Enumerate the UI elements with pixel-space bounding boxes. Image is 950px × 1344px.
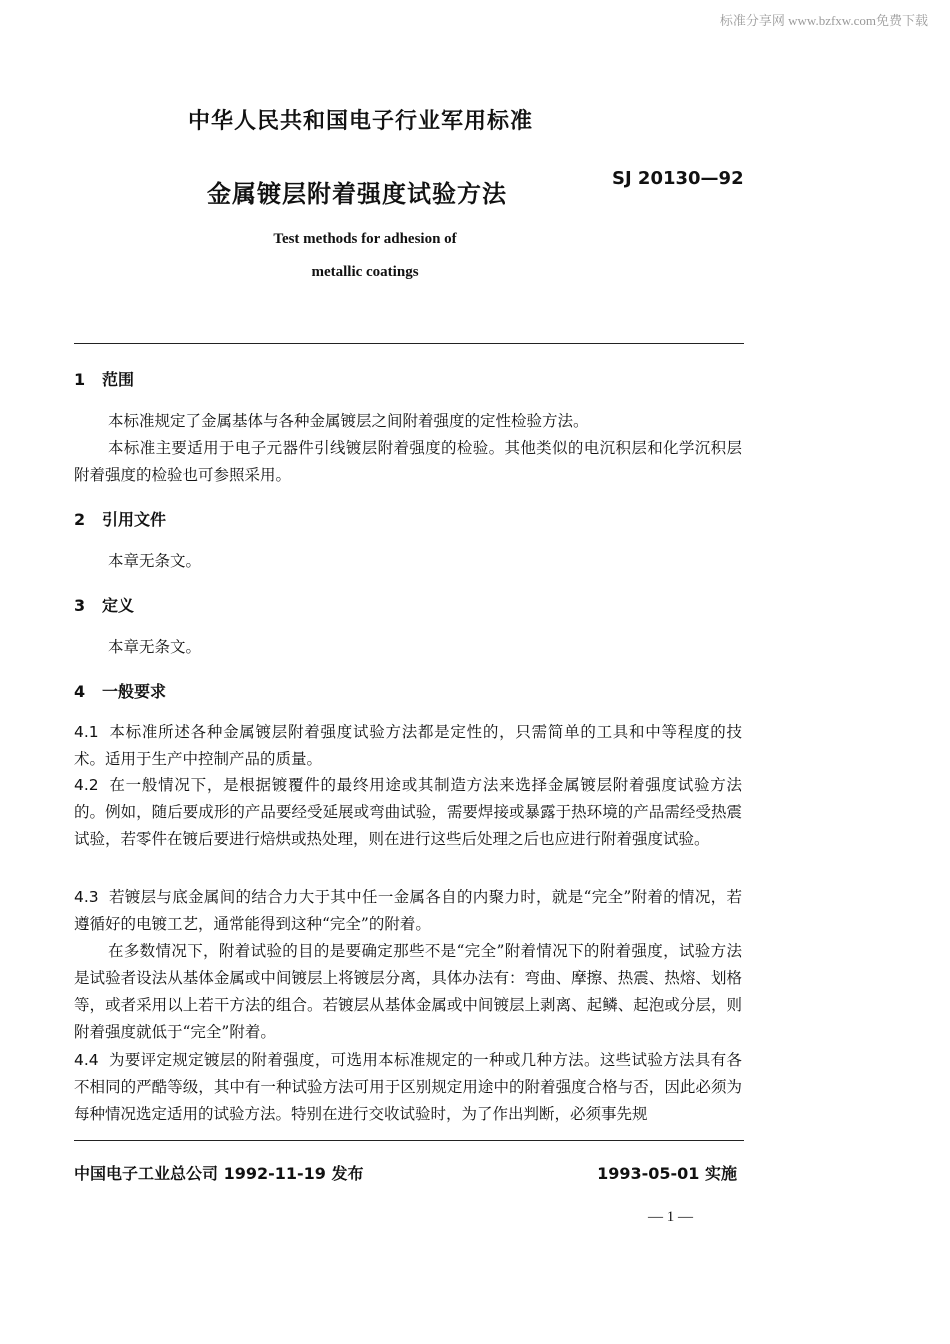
- section-3-heading: [74, 593, 134, 616]
- section-number: 3: [74, 596, 86, 615]
- section-1-para-2: 本标准主要适用于电子元器件引线镀层附着强度的检验。其他类似的电沉积层和化学沉积层附着强度的检验也可参照采用。: [74, 439, 742, 484]
- standard-org: 中华人民共和国电子行业军用标准: [188, 109, 534, 134]
- section-number: 4: [74, 682, 86, 701]
- clause-4-2: [74, 772, 742, 853]
- clause-text: 在一般情况下，是根据镀覆件的最终用途或其制造方法来选择金属镀层附着强度试验方法的。例如，随后要成形的产品要经受延展或弯曲试验，需要焊接或暴露于热环境的产品需经受热震试验，若零件在镀后要进行焙烘或热处理，则在进行这些后处理之后也应进行附着强度试验。: [74, 776, 742, 848]
- standard-code: SJ 20130—92: [612, 168, 744, 189]
- section-2-heading: [74, 507, 166, 530]
- top-rule: [74, 343, 744, 344]
- section-title: 一般要求: [102, 682, 167, 701]
- clause-text: 若镀层与底金属间的结合力大于其中任一金属各自的内聚力时，就是“完全”附着的情况，若遵循好的电镀工艺，通常能得到这种“完全”的附着。: [74, 888, 742, 933]
- clause-number: 4.4: [74, 1051, 99, 1069]
- section-4-heading: [74, 679, 166, 702]
- clause-number: 4.3: [74, 888, 99, 906]
- section-3-para-1: 本章无条文。: [108, 638, 202, 656]
- section-number: 2: [74, 510, 86, 529]
- section-1-heading: [74, 367, 134, 390]
- standard-title-en-line1: Test methods for adhesion of: [273, 231, 457, 247]
- clause-4-1: [74, 719, 742, 773]
- standard-title-en-line2: metallic coatings: [311, 264, 419, 280]
- clause-4-4: [74, 1047, 742, 1128]
- section-title: 定义: [102, 596, 135, 615]
- clause-number: 4.2: [74, 776, 99, 794]
- standard-title-cn: 金属镀层附着强度试验方法: [207, 180, 507, 208]
- section-title: 引用文件: [102, 510, 167, 529]
- clause-number: 4.1: [74, 723, 99, 741]
- page-number: — 1 —: [648, 1209, 693, 1225]
- section-number: 1: [74, 370, 86, 389]
- clause-text: 本标准所述各种金属镀层附着强度试验方法都是定性的，只需简单的工具和中等程度的技术。适用于生产中控制产品的质量。: [74, 723, 742, 768]
- section-2-para-1: 本章无条文。: [108, 552, 202, 570]
- clause-4-3-para-2: 在多数情况下，附着试验的目的是要确定那些不是“完全”附着情况下的附着强度，试验方法是试验者设法从基体金属或中间镀层上将镀层分离，具体办法有：弯曲、摩擦、热震、热熔、划格等，或者采用以上若干方法的组合。若镀层从基体金属或中间镀层上剥离、起鳞、起泡或分层，则附着强度就低于“完全”附着。: [74, 942, 742, 1041]
- clause-text: 为要评定规定镀层的附着强度，可选用本标准规定的一种或几种方法。这些试验方法具有各不相同的严酷等级，其中有一种试验方法可用于区别规定用途中的附着强度合格与否，因此必须为每种情况选定适用的试验方法。特别在进行交收试验时，为了作出判断，必须事先规: [74, 1051, 742, 1123]
- clause-4-3: [74, 884, 742, 938]
- bottom-rule: [74, 1140, 744, 1141]
- issued-by: 中国电子工业总公司 1992-11-19 发布: [74, 1164, 364, 1183]
- watermark: 标准分享网 www.bzfxw.com免费下载: [719, 13, 928, 28]
- section-title: 范围: [102, 370, 135, 389]
- effective-date: 1993-05-01 实施: [597, 1164, 737, 1183]
- section-1-para-1: 本标准规定了金属基体与各种金属镀层之间附着强度的定性检验方法。: [108, 412, 589, 430]
